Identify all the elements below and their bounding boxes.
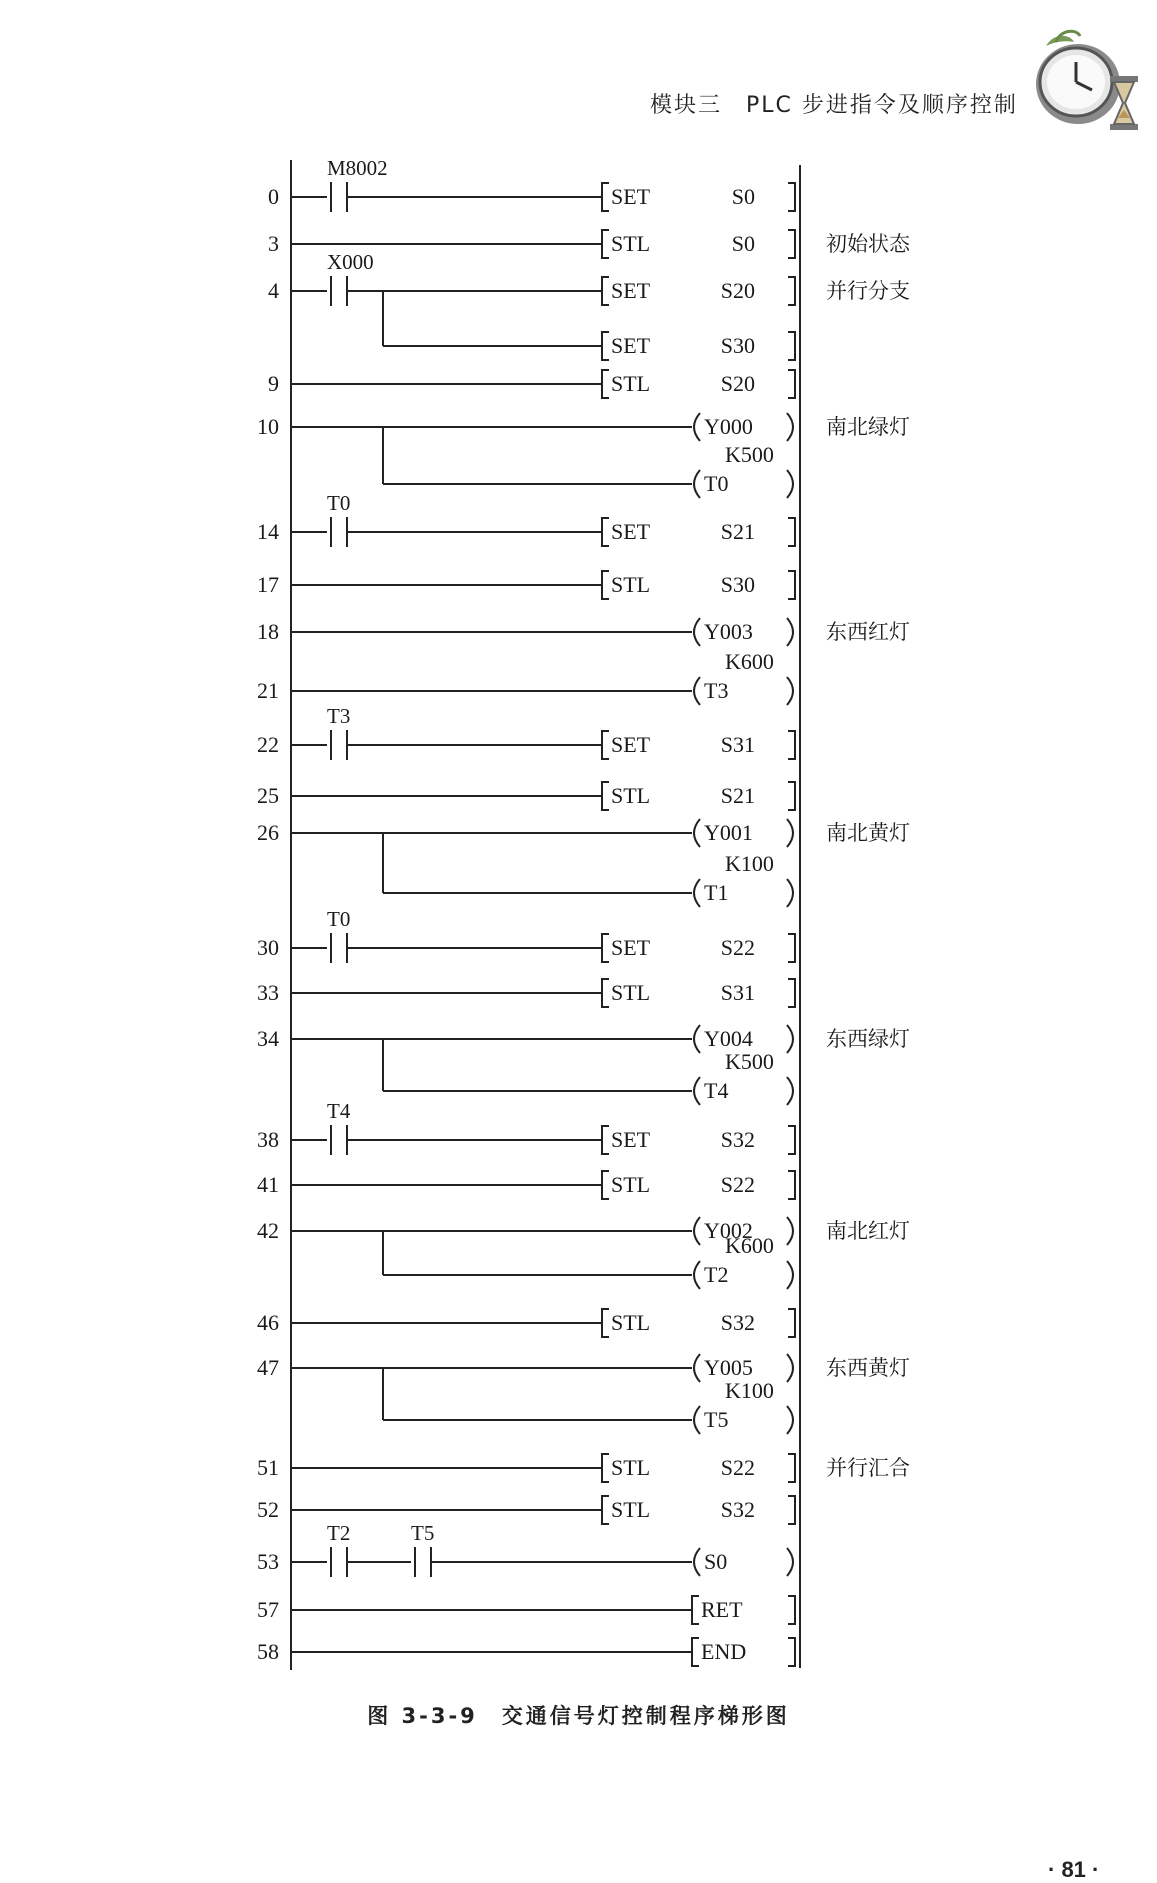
step-number: 57 bbox=[257, 1597, 279, 1622]
timer-preset: K100 bbox=[725, 1378, 774, 1403]
coil-label: Y002 bbox=[704, 1218, 753, 1243]
instruction-mnemonic: STL bbox=[611, 572, 651, 597]
instruction-operand: S20 bbox=[720, 371, 755, 396]
instruction-bracket-left bbox=[602, 731, 609, 759]
step-number: 41 bbox=[257, 1172, 279, 1197]
step-number: 46 bbox=[257, 1310, 279, 1335]
instruction-bracket-left bbox=[602, 571, 609, 599]
step-number: 30 bbox=[257, 935, 279, 960]
rung-comment: 东西黄灯 bbox=[826, 1356, 910, 1380]
instruction-mnemonic: STL bbox=[611, 1172, 651, 1197]
rung-comment: 南北绿灯 bbox=[826, 415, 910, 439]
instruction-operand: S32 bbox=[720, 1127, 755, 1152]
instruction-bracket-right bbox=[788, 571, 795, 599]
timer-preset: K100 bbox=[725, 851, 774, 876]
coil-left bbox=[694, 1077, 700, 1105]
instruction-operand: S32 bbox=[720, 1497, 755, 1522]
coil-right bbox=[787, 1077, 793, 1105]
coil-right bbox=[787, 1261, 793, 1289]
coil-left bbox=[694, 1548, 700, 1576]
coil-label: Y005 bbox=[704, 1355, 753, 1380]
instruction-bracket-right bbox=[788, 1496, 795, 1524]
instruction-mnemonic: STL bbox=[611, 783, 651, 808]
coil-left bbox=[694, 470, 700, 498]
instruction-bracket-left bbox=[692, 1596, 699, 1624]
coil-label: Y000 bbox=[704, 414, 753, 439]
coil-label: T4 bbox=[704, 1078, 729, 1103]
instruction-operand: S31 bbox=[720, 980, 755, 1005]
coil-left bbox=[694, 819, 700, 847]
instruction-bracket-left bbox=[602, 934, 609, 962]
instruction-operand: S20 bbox=[720, 278, 755, 303]
instruction-bracket-right bbox=[788, 1596, 795, 1624]
coil-label: T1 bbox=[704, 880, 729, 905]
instruction-bracket-right bbox=[788, 731, 795, 759]
instruction-operand: S30 bbox=[720, 333, 755, 358]
instruction-bracket-right bbox=[788, 230, 795, 258]
instruction-mnemonic: STL bbox=[611, 1497, 651, 1522]
instruction-operand: S0 bbox=[731, 231, 755, 256]
step-number: 21 bbox=[257, 678, 279, 703]
instruction-bracket-right bbox=[788, 934, 795, 962]
instruction-bracket-right bbox=[788, 782, 795, 810]
coil-right bbox=[787, 1548, 793, 1576]
coil-left bbox=[694, 677, 700, 705]
step-number: 22 bbox=[257, 732, 279, 757]
coil-left bbox=[694, 879, 700, 907]
coil-label: Y003 bbox=[704, 619, 753, 644]
instruction-bracket-left bbox=[602, 979, 609, 1007]
coil-right bbox=[787, 618, 793, 646]
instruction-bracket-left bbox=[602, 782, 609, 810]
coil-label: S0 bbox=[704, 1549, 728, 1574]
timer-preset: K500 bbox=[725, 1049, 774, 1074]
coil-left bbox=[694, 413, 700, 441]
instruction-bracket-left bbox=[602, 370, 609, 398]
coil-right bbox=[787, 1354, 793, 1382]
instruction-bracket-right bbox=[788, 277, 795, 305]
step-number: 10 bbox=[257, 414, 279, 439]
step-number: 47 bbox=[257, 1355, 279, 1380]
instruction-bracket-left bbox=[692, 1638, 699, 1666]
step-number: 3 bbox=[268, 231, 279, 256]
coil-label: T3 bbox=[704, 678, 729, 703]
contact-label: T5 bbox=[411, 1521, 435, 1545]
instruction-bracket-left bbox=[602, 1496, 609, 1524]
coil-right bbox=[787, 677, 793, 705]
step-number: 0 bbox=[268, 184, 279, 209]
coil-right bbox=[787, 1217, 793, 1245]
rung-comment: 南北红灯 bbox=[826, 1219, 910, 1243]
instruction-bracket-right bbox=[788, 1171, 795, 1199]
contact-label: X000 bbox=[327, 250, 374, 274]
step-number: 51 bbox=[257, 1455, 279, 1480]
instruction-bracket-left bbox=[602, 277, 609, 305]
instruction-operand: S22 bbox=[720, 935, 755, 960]
contact-label: T4 bbox=[327, 1099, 351, 1123]
contact-label: M8002 bbox=[327, 156, 388, 180]
coil-left bbox=[694, 1354, 700, 1382]
timer-preset: K500 bbox=[725, 442, 774, 467]
instruction-mnemonic: SET bbox=[611, 333, 651, 358]
coil-label: T5 bbox=[704, 1407, 729, 1432]
instruction-mnemonic: SET bbox=[611, 935, 651, 960]
instruction-mnemonic: SET bbox=[611, 184, 651, 209]
instruction-mnemonic: STL bbox=[611, 1455, 651, 1480]
step-number: 42 bbox=[257, 1218, 279, 1243]
coil-right bbox=[787, 819, 793, 847]
step-number: 4 bbox=[268, 278, 279, 303]
step-number: 34 bbox=[257, 1026, 279, 1051]
instruction-operand: S22 bbox=[720, 1455, 755, 1480]
rung-comment: 东西红灯 bbox=[826, 620, 910, 644]
coil-label: Y004 bbox=[704, 1026, 753, 1051]
instruction-bracket-left bbox=[602, 1126, 609, 1154]
step-number: 33 bbox=[257, 980, 279, 1005]
coil-left bbox=[694, 1025, 700, 1053]
instruction-mnemonic: SET bbox=[611, 278, 651, 303]
coil-label: T2 bbox=[704, 1262, 729, 1287]
instruction-bracket-right bbox=[788, 1309, 795, 1337]
rung-comment: 并行分支 bbox=[826, 279, 910, 303]
instruction-mnemonic: STL bbox=[611, 371, 651, 396]
coil-left bbox=[694, 1261, 700, 1289]
instruction-mnemonic: SET bbox=[611, 732, 651, 757]
coil-right bbox=[787, 1406, 793, 1434]
step-number: 38 bbox=[257, 1127, 279, 1152]
contact-label: T0 bbox=[327, 491, 351, 515]
instruction-mnemonic: STL bbox=[611, 1310, 651, 1335]
step-number: 17 bbox=[257, 572, 279, 597]
instruction-bracket-right bbox=[788, 332, 795, 360]
instruction-mnemonic: STL bbox=[611, 980, 651, 1005]
instruction-bracket-left bbox=[602, 518, 609, 546]
instruction-bracket-right bbox=[788, 1126, 795, 1154]
instruction-bracket-left bbox=[602, 183, 609, 211]
step-number: 25 bbox=[257, 783, 279, 808]
instruction-bracket-left bbox=[602, 1454, 609, 1482]
instruction-bracket-right bbox=[788, 518, 795, 546]
coil-right bbox=[787, 1025, 793, 1053]
instruction-bracket-right bbox=[788, 979, 795, 1007]
instruction-operand: S22 bbox=[720, 1172, 755, 1197]
step-number: 26 bbox=[257, 820, 279, 845]
instruction-bracket-right bbox=[788, 1638, 795, 1666]
step-number: 52 bbox=[257, 1497, 279, 1522]
instruction-mnemonic: SET bbox=[611, 519, 651, 544]
instruction-operand: S0 bbox=[731, 184, 755, 209]
figure-caption: 图 3-3-9 交通信号灯控制程序梯形图 bbox=[367, 1704, 790, 1728]
coil-label: T0 bbox=[704, 471, 729, 496]
instruction-operand: S21 bbox=[720, 519, 755, 544]
instruction-operand: S31 bbox=[720, 732, 755, 757]
timer-preset: K600 bbox=[725, 649, 774, 674]
coil-left bbox=[694, 1406, 700, 1434]
coil-right bbox=[787, 470, 793, 498]
instruction-bracket-left bbox=[602, 1309, 609, 1337]
page-number: · 81 · bbox=[1048, 1857, 1100, 1882]
coil-right bbox=[787, 879, 793, 907]
coil-left bbox=[694, 618, 700, 646]
rung-comment: 并行汇合 bbox=[826, 1456, 910, 1480]
rung-comment: 南北黄灯 bbox=[826, 821, 910, 845]
instruction-mnemonic: SET bbox=[611, 1127, 651, 1152]
coil-left bbox=[694, 1217, 700, 1245]
page-header-title: 模块三 PLC 步进指令及顺序控制 bbox=[650, 93, 1018, 118]
instruction-bracket-left bbox=[602, 230, 609, 258]
rung-comment: 东西绿灯 bbox=[826, 1027, 910, 1051]
instruction-bracket-right bbox=[788, 1454, 795, 1482]
instruction-bracket-right bbox=[788, 183, 795, 211]
instruction-operand: S32 bbox=[720, 1310, 755, 1335]
coil-label: Y001 bbox=[704, 820, 753, 845]
instruction-mnemonic: RET bbox=[701, 1597, 743, 1622]
instruction-mnemonic: STL bbox=[611, 231, 651, 256]
contact-label: T0 bbox=[327, 907, 351, 931]
timer-preset: K600 bbox=[725, 1233, 774, 1258]
step-number: 14 bbox=[257, 519, 279, 544]
step-number: 53 bbox=[257, 1549, 279, 1574]
contact-label: T3 bbox=[327, 704, 351, 728]
instruction-operand: S30 bbox=[720, 572, 755, 597]
contact-label: T2 bbox=[327, 1521, 351, 1545]
step-number: 9 bbox=[268, 371, 279, 396]
rung-comment: 初始状态 bbox=[826, 232, 910, 256]
step-number: 58 bbox=[257, 1639, 279, 1664]
step-number: 18 bbox=[257, 619, 279, 644]
instruction-operand: S21 bbox=[720, 783, 755, 808]
instruction-bracket-left bbox=[602, 332, 609, 360]
instruction-bracket-left bbox=[602, 1171, 609, 1199]
instruction-mnemonic: END bbox=[701, 1639, 747, 1664]
instruction-bracket-right bbox=[788, 370, 795, 398]
coil-right bbox=[787, 413, 793, 441]
